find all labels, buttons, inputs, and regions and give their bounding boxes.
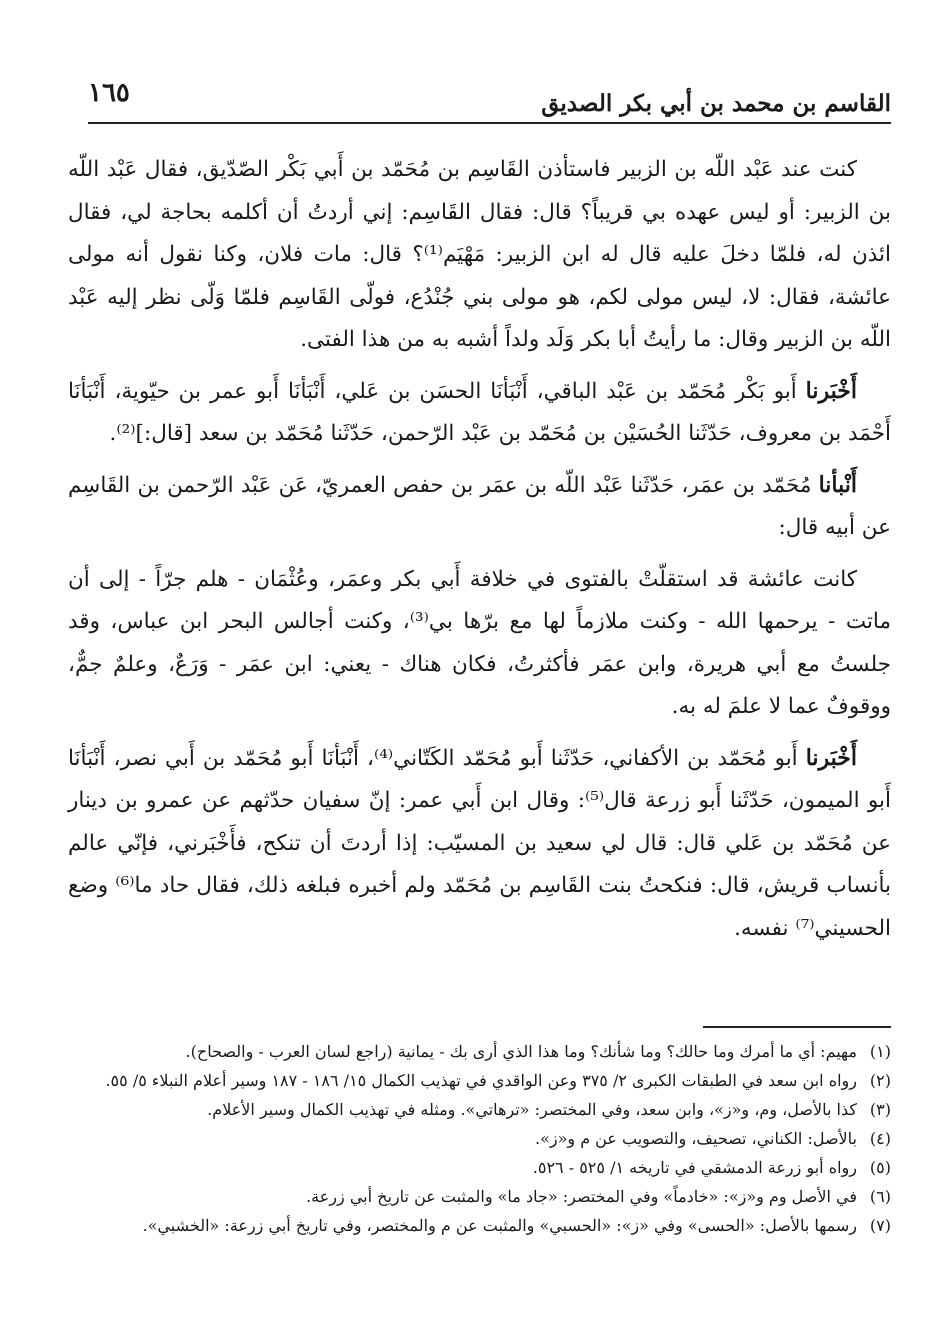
page-header [88,78,891,124]
footnote [68,1154,891,1181]
footnote-number: (٦) [869,1187,891,1206]
footnote-text: مهيم: أي ما أمرك وما حالك؟ وما شأنك؟ وما هذا الذي أرى بك - يمانية (راجع لسان العرب - والصحاح). [185,1042,857,1061]
footnote-number: (٧) [869,1216,891,1235]
paragraph [68,148,891,362]
footnote-text: رواه ابن سعد في الطبقات الكبرى ٢/ ٣٧٥ وعن الواقدي في تهذيب الكمال ١٥/ ١٨٦ - ١٨٧ وسير أعلام النبلاء ٥/ ٥٥. [105,1071,857,1090]
footnote [68,1212,891,1239]
paragraph [68,737,891,951]
paragraph [68,558,891,729]
footnote [68,1038,891,1065]
footnote-number: (٥) [869,1158,891,1177]
footnote-text: كذا بالأصل، وم، و«ز»، وابن سعد، وفي المختصر: «ترهاتي». ومثله في تهذيب الكمال وسير الأعلام. [207,1100,857,1119]
running-title: القاسم بن محمد بن أبي بكر الصديق [541,90,891,117]
isnad-lead: أَنْبأنا [818,471,857,498]
paragraph-text: كانت عائشة قد استقلّتْ بالفتوى في خلافة أَبي بكر وعمَر، وعُثْمَان - هلم جرّاً - إلى أن ماتت - يرحمها الله - وكنت ملازماً لها مع برّها بي⁽³⁾، وكنت أجالس البحر ابن عباس، وقد جلستُ مع أبي هريرة، وابن عمَر فأكثرتُ، فكان هناك - يعني: ابن عمَر - وَرَعٌ، وعلمٌ جمٌّ، ووقوفٌ عما لا علمَ له به. [68,566,892,719]
footnote [68,1067,891,1094]
paragraph-text: أَبو مُحَمّد بن الأكفاني، حَدّثَنا أَبو مُحَمّد الكَتّاني⁽⁴⁾، أَنْبَأنَا أَبو مُحَمّد بن أَبي نصر، أَنْبَأنَا أَبو الميمون، حَدّثَنا أَبو زرعة قال⁽⁵⁾: وقال ابن أَبي عمر: إنّ سفيان حدّثهم عن عمرو بن دينار عن مُحَمّد بن عَلي قال: قال لي سعيد بن المسيّب: إذا أردتَ أن تنكح، فأَخْبَرني، فإنّي عالم بأنساب قريش، قال: فنكحتُ بنت القَاسِم بن مُحَمّد ولم أخبره فبلغه ذلك، فقال حاد ما⁽⁶⁾ وضع الحسيني⁽⁷⁾ نفسه. [68,745,891,941]
footnote-number: (١) [869,1042,891,1061]
paragraph-text: كنت عند عَبْد اللّه بن الزبير فاستأذن القَاسِم بن مُحَمّد بن أَبي بَكْر الصّدّيق، فقال عَبْد اللّه بن الزبير: أو ليس عهده بي قريباً؟ قال: فقال القَاسِم: إني أردتُ أن أكلمه بحاجة لي، فقال ائذن له، فلمّا دخلَ عليه قال له ابن الزبير: مَهْيَم⁽¹⁾؟ قال: مات فلان، وكنا نقول أنه مولى عائشة، فقال: لا، ليس مولى لكم، هو مولى بني جُنْدُع، فولّى القَاسِم فلمّا وَلّى نظر إليه عَبْد اللّه بن الزبير وقال: ما رأيتُ أبا بكر وَلَد ولداً أشبه به من هذا الفتى. [68,157,891,352]
paragraph [68,370,891,456]
footnote-text: بالأصل: الكناني، تصحيف، والتصويب عن م و«ز». [534,1129,857,1148]
footnote-text: رواه أبو زرعة الدمشقي في تاريخه ١/ ٥٢٥ - ٥٢٦. [532,1158,857,1177]
footnote-text: رسمها بالأصل: «الحسى» وفي «ز»: «الحسبي» والمثبت عن م والمختصر، وفي تاريخ أبي زرعة: «الخشبي». [142,1216,857,1235]
footnote-text: في الأصل وم و«ز»: «خادماً» وفي المختصر: «جاد ما» والمثبت عن تاريخ أبي زرعة. [306,1187,857,1206]
paragraph-text: مُحَمّد بن عمَر، حَدّثَنا عَبْد اللّه بن عمَر بن حفص العمريّ، عَن عَبْد الرّحمن بن القَاسِم عن أبيه قال: [68,472,891,540]
footnotes [68,1038,891,1241]
page-number: ١٦٥ [88,78,130,108]
paragraph-text: أَبو بَكْر مُحَمّد بن عَبْد الباقي، أَنْبَأنَا الحسَن بن عَلي، أَنْبَأنَا أَبو عمر بن حيّوية، أَنْبَأنَا أَحْمَد بن معروف، حَدّثَنا الحُسَيْن بن مُحَمّد بن عَبْد الرّحمن، حَدّثَنا مُحَمّد بن سعد [قال:]⁽²⁾. [68,378,891,446]
footnote [68,1096,891,1123]
footnote [68,1183,891,1210]
paragraph [68,464,891,550]
isnad-lead: أَخْبَرنا [805,377,857,404]
main-text [68,148,891,950]
footnote-number: (٣) [869,1100,891,1119]
footnote-divider [703,1026,891,1028]
isnad-lead: أَخْبَرنا [805,744,858,771]
footnote-number: (٢) [869,1071,891,1090]
footnote [68,1125,891,1152]
footnote-number: (٤) [869,1129,891,1148]
